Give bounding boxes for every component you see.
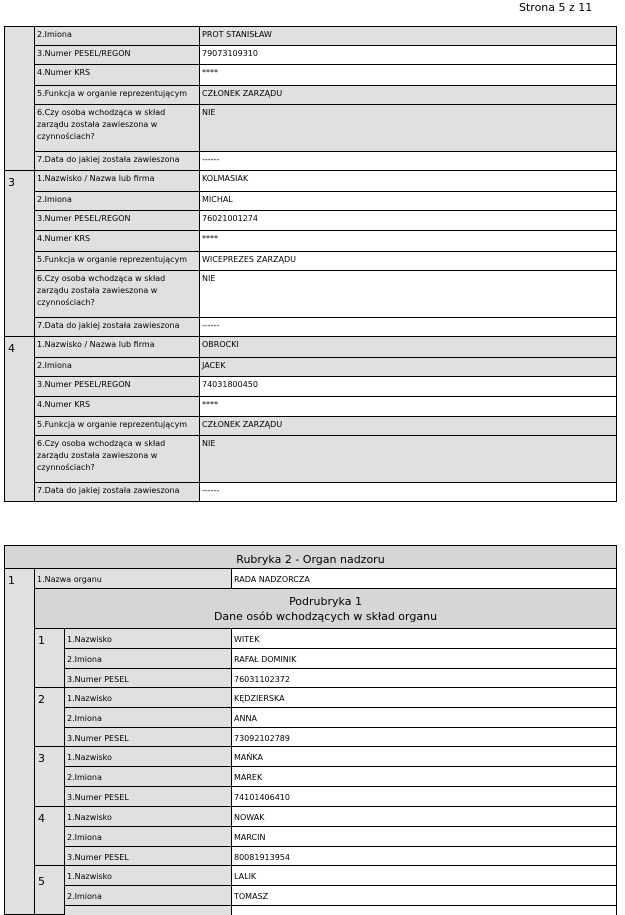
person-4-number: 4 [4, 336, 35, 502]
member-3-nazwisko-value: MAŃKA [231, 746, 617, 767]
person-2-pesel-label: 3.Numer PESEL/REGON [34, 45, 200, 65]
member-5-pesel-label [64, 905, 232, 915]
person-4-pesel-value: 74031800450 [199, 376, 617, 397]
podrubryka-header [34, 588, 617, 629]
member-2-pesel-value: 73092102789 [231, 727, 617, 747]
podrubryka-subtitle: Dane osób wchodzących w skład organu [213, 610, 438, 623]
member-4-nazwisko-label: 1.Nazwisko [64, 806, 232, 827]
podrubryka-title: Podrubryka 1 [289, 595, 362, 608]
person-3-krs-label: 4.Numer KRS [34, 230, 200, 252]
person-4-imiona-value: JACEK [199, 357, 617, 377]
member-4-pesel-value: 80081913954 [231, 846, 617, 866]
member-3-pesel-value: 74101406410 [231, 786, 617, 807]
person-2-number-column [4, 26, 35, 171]
member-3-number: 3 [34, 746, 65, 807]
person-4-krs-label: 4.Numer KRS [34, 396, 200, 417]
person-3-pesel-label: 3.Numer PESEL/REGON [34, 210, 200, 231]
person-3-funkcja-value: WICEPREZES ZARZĄDU [199, 251, 617, 271]
member-5-imiona-label: 2.Imiona [64, 885, 232, 906]
member-4-nazwisko-value: NOWAK [231, 806, 617, 827]
member-1-pesel-value: 76031102372 [231, 668, 617, 688]
person-4-data-label: 7.Data do jakiej została zawieszona [34, 482, 200, 502]
person-3-nazwisko-label: 1.Nazwisko / Nazwa lub firma [34, 170, 200, 192]
member-3-imiona-label: 2.Imiona [64, 766, 232, 787]
person-4-nazwisko-value: OBROCKI [199, 336, 617, 358]
person-2-krs-label: 4.Numer KRS [34, 64, 200, 86]
person-3-pesel-value: 76021001274 [199, 210, 617, 231]
person-4-imiona-label: 2.Imiona [34, 357, 200, 377]
member-5-nazwisko-value: LALIK [231, 865, 617, 886]
person-2-zawieszona-value: NIE [199, 104, 617, 152]
person-2-funkcja-value: CZŁONEK ZARZĄDU [199, 85, 617, 105]
member-1-number: 1 [34, 628, 65, 688]
person-2-krs-value: **** [199, 64, 617, 86]
person-4-funkcja-label: 5.Funkcja w organie reprezentującym [34, 416, 200, 436]
rubryka-2-header: Rubryka 2 - Organ nadzoru [4, 545, 617, 569]
member-5-pesel-value [231, 905, 617, 915]
member-3-nazwisko-label: 1.Nazwisko [64, 746, 232, 767]
person-3-imiona-label: 2.Imiona [34, 191, 200, 211]
member-1-nazwisko-value: WITEK [231, 628, 617, 649]
member-2-imiona-label: 2.Imiona [64, 707, 232, 728]
person-4-zawieszona-label: 6.Czy osoba wchodząca w skład zarządu została zawieszona w czynnościach? [34, 435, 200, 483]
person-4-data-value: ------ [199, 482, 617, 502]
person-4-pesel-label: 3.Numer PESEL/REGON [34, 376, 200, 397]
person-4-funkcja-value: CZŁONEK ZARZĄDU [199, 416, 617, 436]
person-3-zawieszona-value: NIE [199, 270, 617, 318]
person-2-imiona-value: PROT STANISŁAW [199, 26, 617, 46]
member-4-imiona-value: MARCIN [231, 826, 617, 847]
member-4-number: 4 [34, 806, 65, 866]
person-2-data-label: 7.Data do jakiej została zawieszona [34, 151, 200, 171]
person-2-pesel-value: 79073109310 [199, 45, 617, 65]
person-3-imiona-value: MICHAL [199, 191, 617, 211]
member-2-nazwisko-label: 1.Nazwisko [64, 687, 232, 708]
person-3-funkcja-label: 5.Funkcja w organie reprezentującym [34, 251, 200, 271]
member-1-pesel-label: 3.Numer PESEL [64, 668, 232, 688]
person-2-funkcja-label: 5.Funkcja w organie reprezentującym [34, 85, 200, 105]
member-1-imiona-value: RAFAŁ DOMINIK [231, 648, 617, 669]
member-4-imiona-label: 2.Imiona [64, 826, 232, 847]
member-2-pesel-label: 3.Numer PESEL [64, 727, 232, 747]
person-3-number: 3 [4, 170, 35, 337]
member-2-number: 2 [34, 687, 65, 747]
member-1-imiona-label: 2.Imiona [64, 648, 232, 669]
person-3-data-label: 7.Data do jakiej została zawieszona [34, 317, 200, 337]
member-3-imiona-value: MAREK [231, 766, 617, 787]
person-2-data-value: ------ [199, 151, 617, 171]
person-2-zawieszona-label: 6.Czy osoba wchodząca w skład zarządu została zawieszona w czynnościach? [34, 104, 200, 152]
person-3-nazwisko-value: KOLMASIAK [199, 170, 617, 192]
member-4-pesel-label: 3.Numer PESEL [64, 846, 232, 866]
person-3-krs-value: **** [199, 230, 617, 252]
member-1-nazwisko-label: 1.Nazwisko [64, 628, 232, 649]
page-number: Strona 5 z 11 [519, 1, 593, 14]
organ-name-value: RADA NADZORCZA [231, 568, 617, 589]
member-5-imiona-value: TOMASZ [231, 885, 617, 906]
member-5-nazwisko-label: 1.Nazwisko [64, 865, 232, 886]
person-4-krs-value: **** [199, 396, 617, 417]
member-2-nazwisko-value: KĘDZIERSKA [231, 687, 617, 708]
member-5-number: 5 [34, 865, 65, 915]
organ-number: 1 [4, 568, 35, 915]
person-4-zawieszona-value: NIE [199, 435, 617, 483]
person-2-imiona-label: 2.Imiona [34, 26, 200, 46]
member-2-imiona-value: ANNA [231, 707, 617, 728]
person-3-zawieszona-label: 6.Czy osoba wchodząca w skład zarządu została zawieszona w czynnościach? [34, 270, 200, 318]
person-3-data-value: ------ [199, 317, 617, 337]
organ-name-label: 1.Nazwa organu [34, 568, 232, 589]
member-3-pesel-label: 3.Numer PESEL [64, 786, 232, 807]
person-4-nazwisko-label: 1.Nazwisko / Nazwa lub firma [34, 336, 200, 358]
